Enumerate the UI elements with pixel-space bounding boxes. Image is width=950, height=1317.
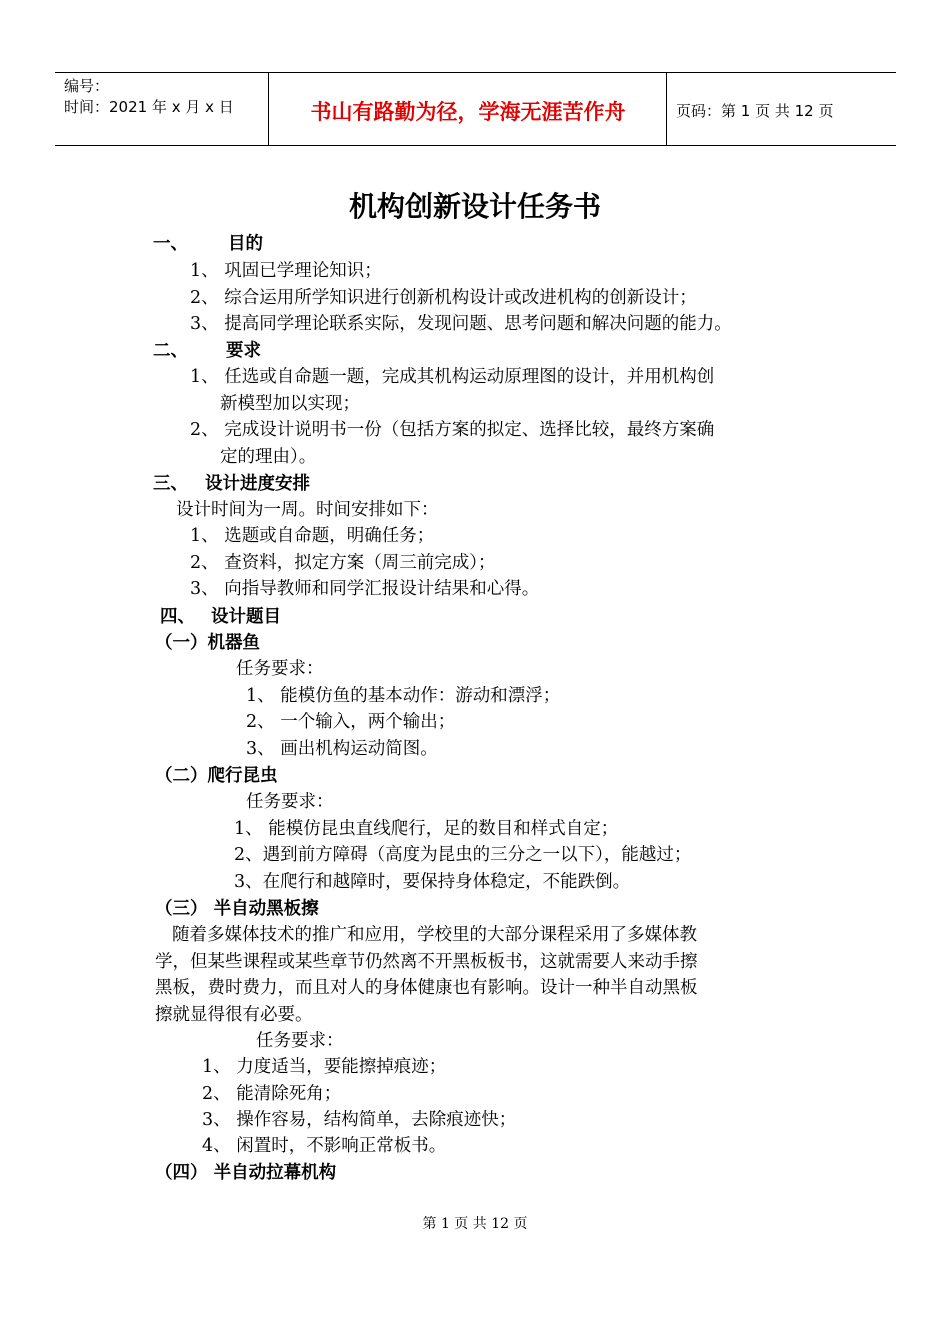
header-rule-bottom <box>55 145 896 146</box>
topic-2-title: （二）爬行昆虫 <box>155 766 278 786</box>
topic-3-item-4: 4、 闲置时，不影响正常板书。 <box>202 1136 447 1156</box>
page-footer: 第 1 页 共 12 页 <box>422 1216 528 1232</box>
section-3-item-2: 2、 查资料，拟定方案（周三前完成）； <box>190 553 496 573</box>
section-2-number: 二、 <box>153 341 188 361</box>
header-divider-right <box>666 72 667 145</box>
section-2-item-2-line-1: 2、 完成设计说明书一份（包括方案的拟定、选择比较，最终方案确 <box>190 420 715 440</box>
section-3-intro: 设计时间为一周。时间安排如下： <box>176 500 439 520</box>
topic-2-item-2: 2、遇到前方障碍（高度为昆虫的三分之一以下），能越过； <box>234 845 692 865</box>
section-2-item-2-line-2: 定的理由）。 <box>220 447 317 467</box>
section-1-item-3: 3、 提高同学理论联系实际，发现问题、思考问题和解决问题的能力。 <box>190 314 732 334</box>
topic-3-item-1: 1、 力度适当，要能擦掉痕迹； <box>202 1057 447 1077</box>
topic-3-paragraph-line-2: 学，但某些课程或某些章节仍然离不开黑板板书，这就需要人来动手擦 <box>155 952 698 972</box>
header-rule-top <box>55 72 896 73</box>
topic-1-item-1: 1、 能模仿鱼的基本动作：游动和漂浮； <box>246 686 561 706</box>
section-2-title: 要求 <box>226 341 261 361</box>
section-1-item-1: 1、 巩固已学理论知识； <box>190 261 382 281</box>
topic-3-item-2: 2、 能清除死角； <box>202 1084 342 1104</box>
topic-4-title: （四） 半自动拉幕机构 <box>155 1163 337 1183</box>
topic-3-paragraph-line-1: 随着多媒体技术的推广和应用，学校里的大部分课程采用了多媒体教 <box>172 925 697 945</box>
section-3-item-3: 3、 向指导教师和同学汇报设计结果和心得。 <box>190 579 540 599</box>
section-1-title: 目的 <box>228 234 263 254</box>
topic-2-item-3: 3、在爬行和越障时，要保持身体稳定，不能跌倒。 <box>234 872 631 892</box>
section-4-title: 设计题目 <box>211 607 281 627</box>
section-3-item-1: 1、 选题或自命题，明确任务； <box>190 526 435 546</box>
topic-3-paragraph-line-4: 擦就显得很有必要。 <box>155 1005 313 1025</box>
topic-2-requirements-label: 任务要求： <box>246 792 334 812</box>
serial-label: 编号： <box>64 77 110 95</box>
topic-3-item-3: 3、 操作容易，结构简单，去除痕迹快； <box>202 1110 517 1130</box>
date-label: 时间：2021 年 x 月 x 日 <box>64 98 234 116</box>
header-divider-left <box>268 72 269 145</box>
section-2-item-1-line-1: 1、 任选或自命题一题，完成其机构运动原理图的设计，并用机构创 <box>190 367 715 387</box>
header-motto: 书山有路勤为径，学海无涯苦作舟 <box>310 100 626 124</box>
topic-1-item-3: 3、 画出机构运动简图。 <box>246 739 438 759</box>
topic-3-requirements-label: 任务要求： <box>256 1031 344 1051</box>
section-4-number: 四、 <box>160 607 195 627</box>
topic-1-title: （一）机器鱼 <box>155 633 260 653</box>
section-2-item-1-line-2: 新模型加以实现； <box>220 394 360 414</box>
section-3-number: 三、 <box>153 474 188 494</box>
section-1-item-2: 2、 综合运用所学知识进行创新机构设计或改进机构的创新设计； <box>190 288 697 308</box>
page-number-label: 页码：第 1 页 共 12 页 <box>676 102 834 120</box>
section-3-title: 设计进度安排 <box>205 474 310 494</box>
topic-1-item-2: 2、 一个输入，两个输出； <box>246 712 456 732</box>
topic-3-paragraph-line-3: 黑板，费时费力，而且对人的身体健康也有影响。设计一种半自动黑板 <box>155 978 698 998</box>
document-title: 机构创新设计任务书 <box>348 190 601 223</box>
topic-3-title: （三） 半自动黑板擦 <box>155 899 319 919</box>
topic-1-requirements-label: 任务要求： <box>236 659 324 679</box>
topic-2-item-1: 1、 能模仿昆虫直线爬行，足的数目和样式自定； <box>234 819 619 839</box>
section-1-number: 一、 <box>153 234 188 254</box>
